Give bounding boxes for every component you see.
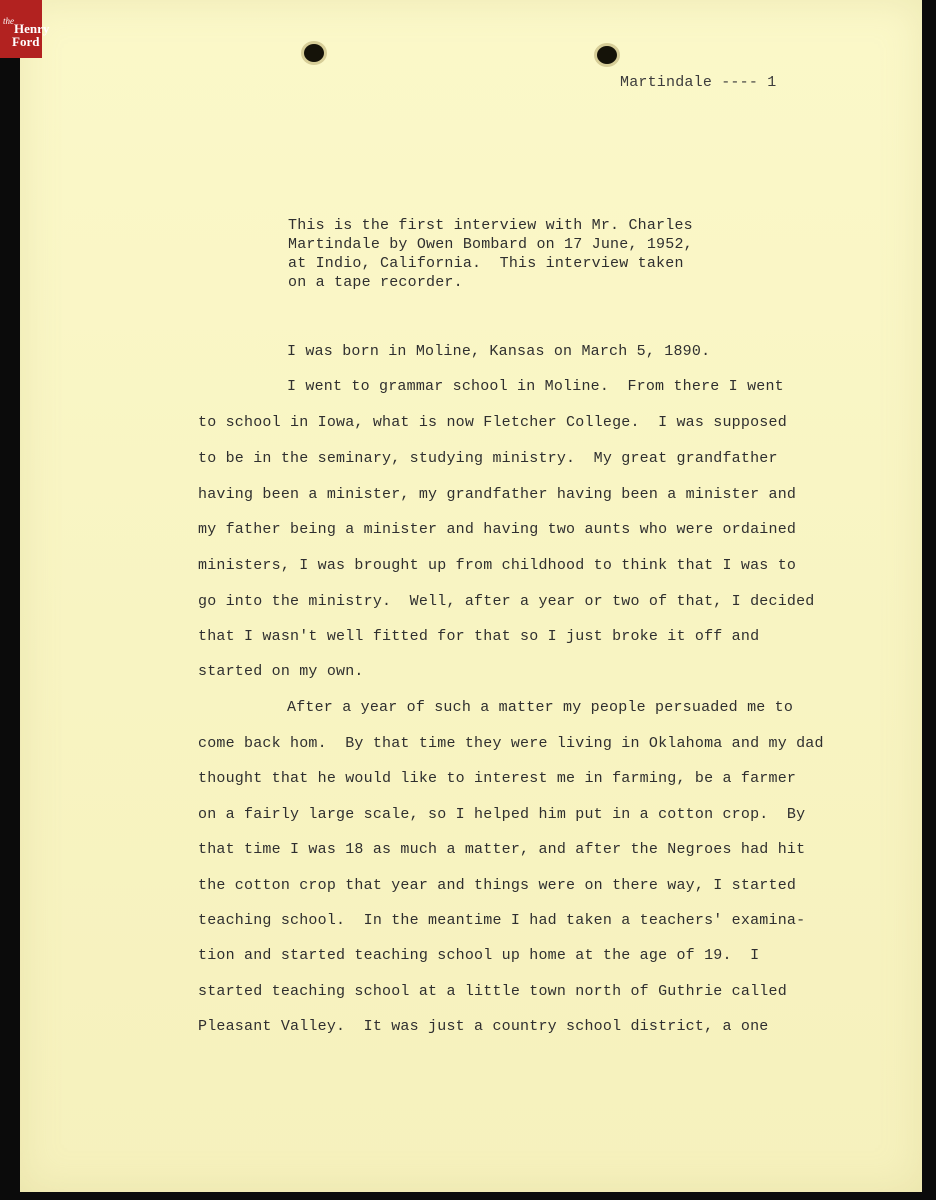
body-line: ministers, I was brought up from childhood to think that I was to xyxy=(198,557,797,574)
logo-the: the xyxy=(3,16,14,26)
logo-henry: Henry xyxy=(14,21,50,36)
body-line: to be in the seminary, studying ministry. My great grandfather xyxy=(198,450,778,467)
body-line: teaching school. In the meantime I had taken a teachers' examina- xyxy=(198,912,806,929)
body-line: my father being a minister and having two aunts who were ordained xyxy=(198,521,797,538)
body-line: thought that he would like to interest me in farming, be a farmer xyxy=(198,770,797,787)
body-line: tion and started teaching school up home at the age of 19. I xyxy=(198,947,760,964)
body-line: to school in Iowa, what is now Fletcher College. I was supposed xyxy=(198,414,787,431)
body-line: started on my own. xyxy=(198,663,364,680)
body-line: I went to grammar school in Moline. From there I went xyxy=(287,378,784,395)
logo-ford: Ford xyxy=(12,34,40,49)
punch-hole-left xyxy=(304,44,324,62)
intro-line: Martindale by Owen Bombard on 17 June, 1952, xyxy=(288,236,693,253)
body-line: After a year of such a matter my people persuaded me to xyxy=(287,699,794,716)
body-line: the cotton crop that year and things were on there way, I started xyxy=(198,877,797,894)
intro-line: on a tape recorder. xyxy=(288,274,463,291)
body-line: go into the ministry. Well, after a year or two of that, I decided xyxy=(198,593,815,610)
body-line: Pleasant Valley. It was just a country school district, a one xyxy=(198,1018,769,1035)
punch-hole-right xyxy=(597,46,617,64)
body-line: having been a minister, my grandfather having been a minister and xyxy=(198,486,797,503)
body-line: come back hom. By that time they were living in Oklahoma and my dad xyxy=(198,735,824,752)
intro-line: at Indio, California. This interview taken xyxy=(288,255,684,272)
henry-ford-logo xyxy=(0,0,50,58)
page-header: Martindale ---- 1 xyxy=(620,74,777,91)
body-line: that I wasn't well fitted for that so I just broke it off and xyxy=(198,628,760,645)
intro-line: This is the first interview with Mr. Charles xyxy=(288,217,693,234)
body-line: started teaching school at a little town north of Guthrie called xyxy=(198,983,787,1000)
body-line: on a fairly large scale, so I helped him put in a cotton crop. By xyxy=(198,806,806,823)
body-line: I was born in Moline, Kansas on March 5, 1890. xyxy=(287,343,711,360)
body-line: that time I was 18 as much a matter, and after the Negroes had hit xyxy=(198,841,806,858)
